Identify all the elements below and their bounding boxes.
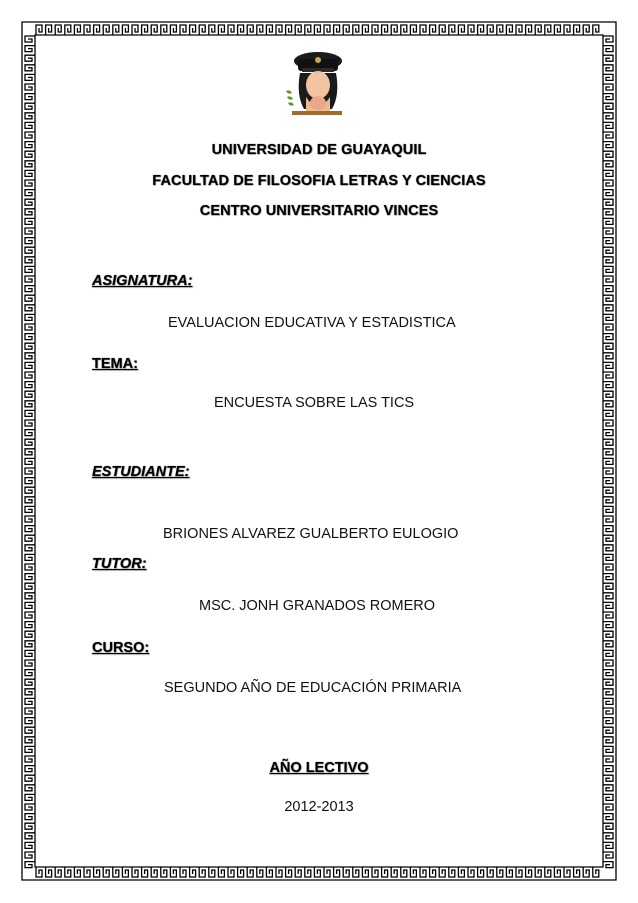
estudiante-value: BRIONES ALVAREZ GUALBERTO EULOGIO [163, 526, 459, 542]
university-crest-icon [280, 45, 352, 117]
center-name: CENTRO UNIVERSITARIO VINCES [199, 203, 439, 219]
curso-value: SEGUNDO AÑO DE EDUCACIÓN PRIMARIA [164, 680, 462, 696]
tutor-value: MSC. JONH GRANADOS ROMERO [199, 598, 436, 614]
faculty-name: FACULTAD DE FILOSOFIA LETRAS Y CIENCIAS [152, 173, 486, 189]
year-label: AÑO LECTIVO [269, 760, 369, 776]
curso-label: CURSO: [92, 640, 150, 656]
asignatura-value: EVALUACION EDUCATIVA Y ESTADISTICA [168, 315, 456, 331]
year-value: 2012-2013 [284, 799, 354, 815]
tema-label: TEMA: [92, 356, 138, 372]
asignatura-label: ASIGNATURA: [92, 273, 193, 289]
university-name: UNIVERSIDAD DE GUAYAQUIL [211, 142, 427, 158]
tutor-label: TUTOR: [92, 556, 147, 572]
tema-value: ENCUESTA SOBRE LAS TICS [214, 395, 415, 411]
estudiante-label: ESTUDIANTE: [92, 464, 190, 480]
